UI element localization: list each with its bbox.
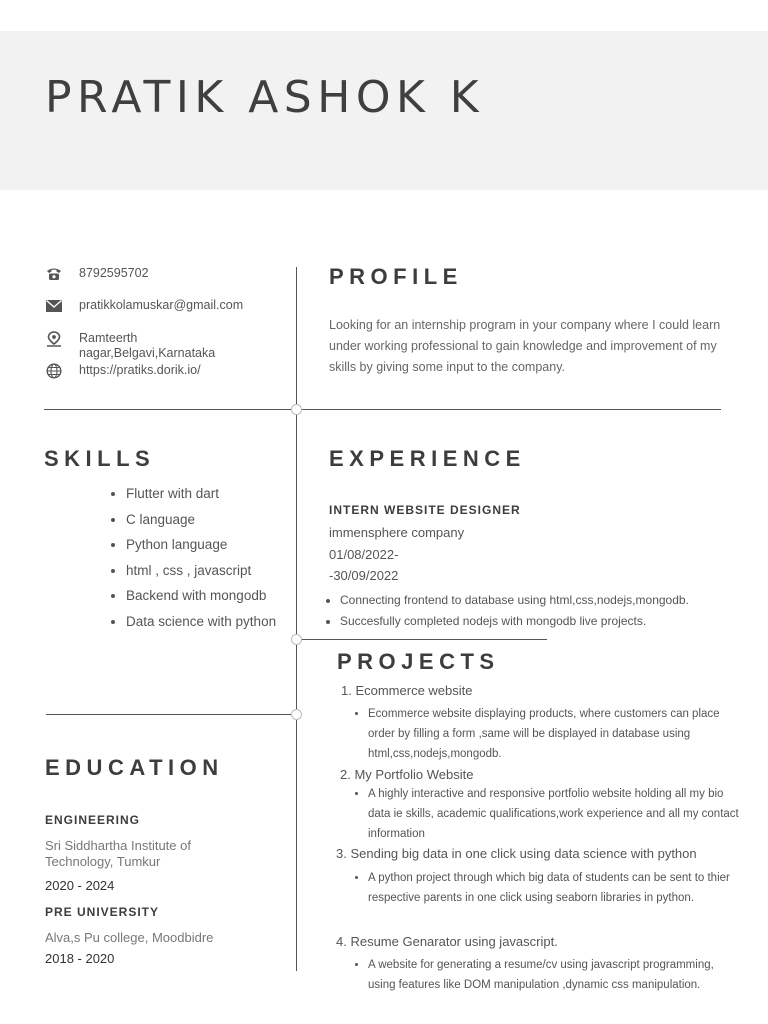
- project-description: [354, 784, 744, 844]
- project-description: [354, 955, 744, 995]
- education-level: PRE UNIVERSITY: [45, 905, 160, 919]
- website-link[interactable]: https://pratiks.dorik.io/: [79, 363, 201, 377]
- project-title: 4. Resume Genarator using javascript.: [336, 934, 558, 949]
- experience-heading: EXPERIENCE: [329, 446, 526, 471]
- education-years: 2018 - 2020: [45, 951, 115, 966]
- address: Ramteerth nagar,Belgavi,Karnataka: [79, 331, 216, 360]
- company-name: immensphere company: [329, 525, 465, 540]
- contact-address: [45, 331, 229, 361]
- divider-top: [44, 409, 721, 410]
- education-institution: Sri Siddhartha Institute of Technology, Tumkur: [45, 838, 191, 869]
- skill-item: • Python language: [126, 535, 276, 561]
- divider-node: [291, 404, 302, 415]
- experience-bullets: [340, 591, 689, 633]
- start-date: 01/08/2022-: [329, 547, 399, 562]
- vertical-divider: [296, 267, 297, 971]
- project-desc-bullet: • A python project through which big data of students can be sent to thier respective parents in one click using seaborn libraries in python.: [368, 868, 744, 908]
- project-desc-bullet: • Ecommerce website displaying products, where customers can place order by filling a form ,same will be displayed in database using html,css,nodejs,mongodb.: [368, 704, 744, 764]
- education-level: ENGINEERING: [45, 813, 141, 827]
- skills-list: [110, 484, 276, 638]
- project-title: 3. Sending big data in one click using data science with python: [336, 846, 697, 861]
- contact-phone: [45, 266, 259, 282]
- divider-experience: [296, 639, 547, 640]
- experience-bullet: • Succesfully completed nodejs with mongodb live projects.: [340, 612, 689, 633]
- skill-item: • Data science with python: [126, 612, 276, 638]
- skill-item: • Flutter with dart: [126, 484, 276, 510]
- project-desc-bullet: • A website for generating a resume/cv using javascript programming, using features like DOM manipulation ,dynamic css manipulation.: [368, 955, 744, 995]
- profile-heading: PROFILE: [329, 264, 463, 289]
- skill-item: • html , css , javascript: [126, 561, 276, 587]
- end-date: -30/09/2022: [329, 568, 399, 583]
- mail-icon: [45, 298, 63, 314]
- location-pin-icon: [45, 331, 63, 347]
- skills-heading: SKILLS: [44, 446, 156, 471]
- projects-heading: PROJECTS: [337, 649, 500, 674]
- project-title: 2. My Portfolio Website: [340, 767, 474, 782]
- divider-node: [291, 709, 302, 720]
- divider-education: [46, 714, 296, 715]
- profile-text: Looking for an internship program in your company where I could learn under working professional to gain knowledge and improvement of my skills by giving some input to the company.: [329, 318, 721, 374]
- skill-item: • Backend with mongodb: [126, 586, 276, 612]
- contact-website: [45, 363, 259, 379]
- phone-icon: [45, 266, 63, 282]
- job-title: INTERN WEBSITE DESIGNER: [329, 503, 521, 517]
- project-description: [354, 704, 744, 764]
- education-institution: Alva,s Pu college, Moodbidre: [45, 930, 214, 945]
- project-description: [354, 868, 744, 908]
- education-years: 2020 - 2024: [45, 878, 115, 893]
- project-title: 1. Ecommerce website: [341, 683, 473, 698]
- candidate-name: PRATIK ASHOK K: [45, 72, 485, 123]
- contact-email: [45, 298, 259, 314]
- project-desc-bullet: • A highly interactive and responsive portfolio website holding all my bio data ie skills, academic qualifications,work experience and all my contact information: [368, 784, 744, 844]
- email-address[interactable]: pratikkolamuskar@gmail.com: [79, 298, 244, 312]
- divider-node: [291, 634, 302, 645]
- skill-item: • C language: [126, 510, 276, 536]
- education-heading: EDUCATION: [45, 755, 224, 780]
- experience-bullet: • Connecting frontend to database using html,css,nodejs,mongodb.: [340, 591, 689, 612]
- globe-icon: [45, 363, 63, 379]
- phone-number[interactable]: 8792595702: [79, 266, 149, 280]
